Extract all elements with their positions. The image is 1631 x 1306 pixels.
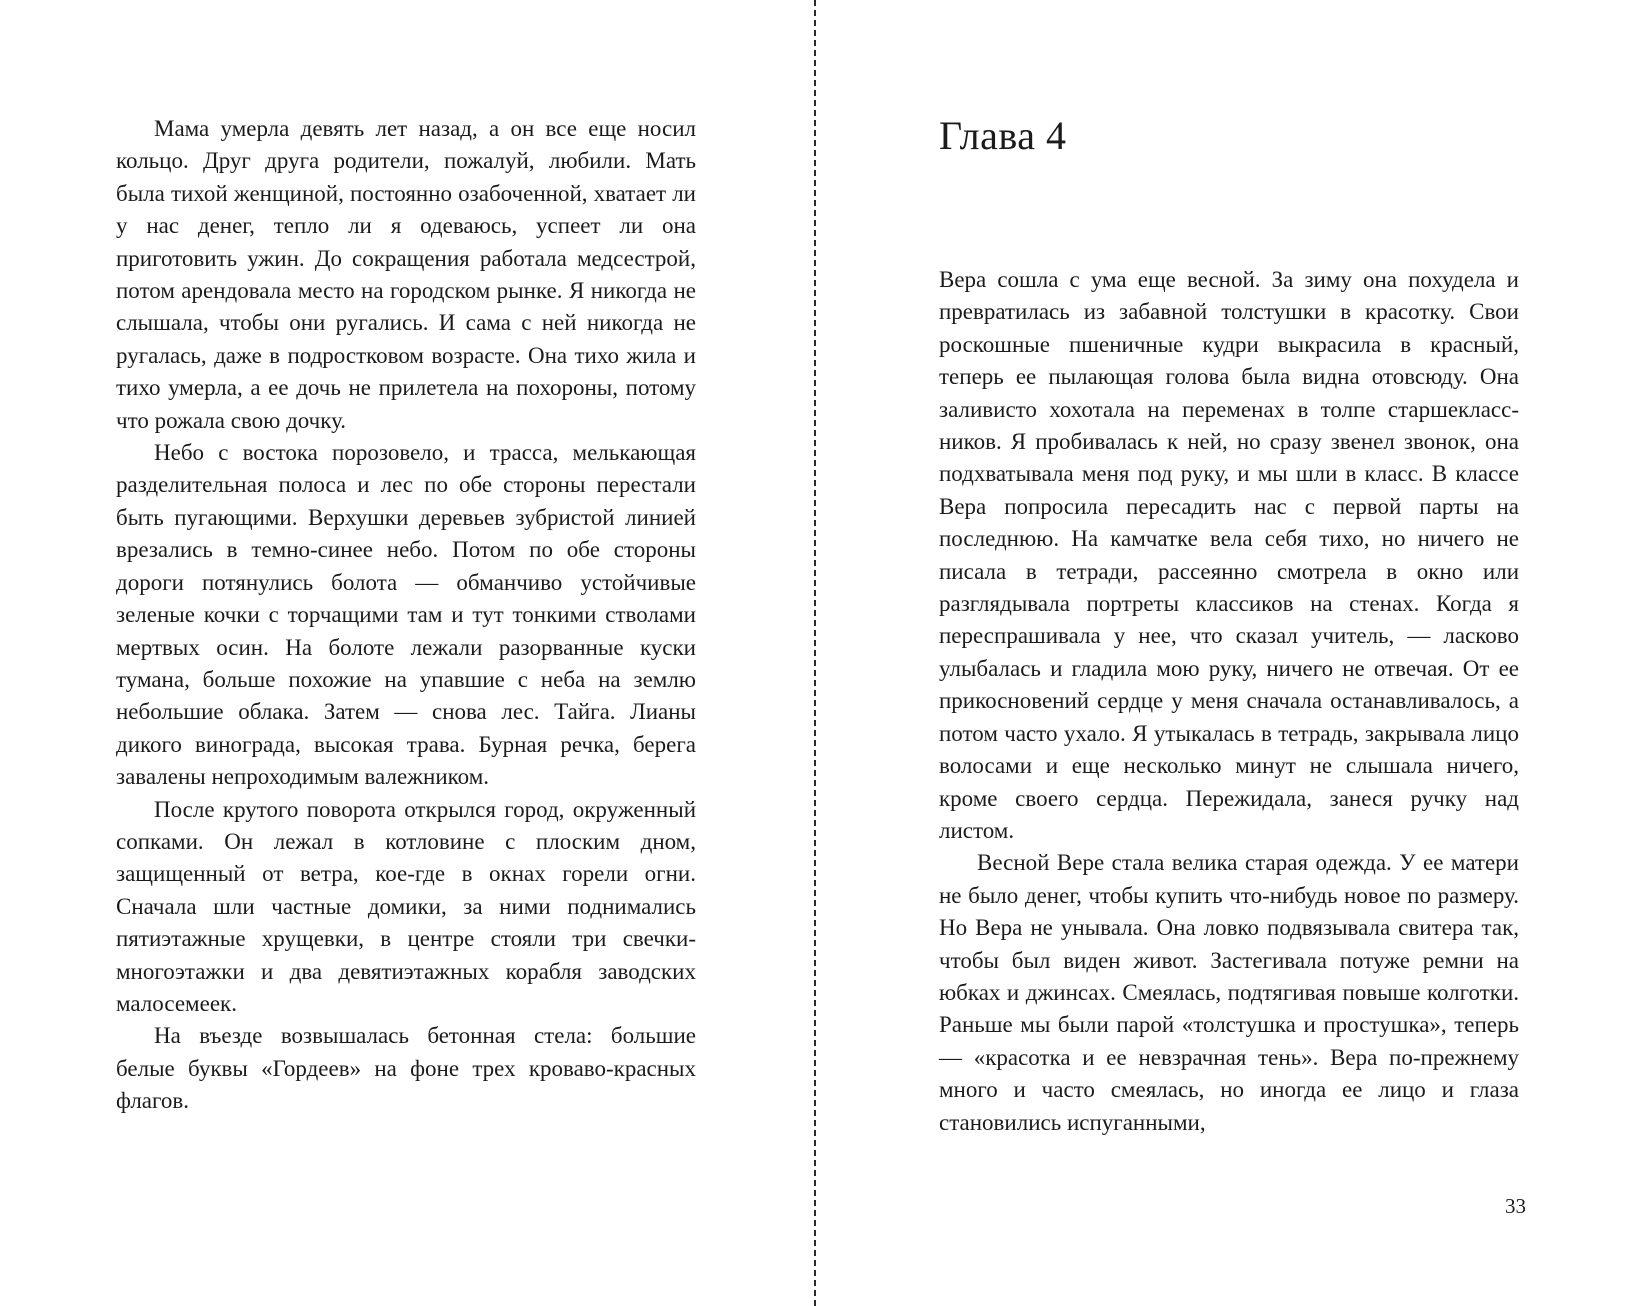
left-page-text: [116, 113, 696, 1118]
left-paragraph-1: Мама умерла девять лет назад, а он все еще носил кольцо. Друг друга родители, пожалуй, любили. Мать была тихой женщиной, постоянно озабоченной, хватает ли у нас денег, тепло ли я одеваюсь, успеет ли она приготовить ужин. До сокращения работала медсестрой, потом арендовала место на городском рынке. Я никогда не слышала, чтобы они ругались. И сама с ней никогда не ругалась, даже в подростковом возрасте. Она тихо жила и тихо умерла, а ее дочь не прилетела на похороны, потому что рожала свою дочку.: [116, 116, 696, 433]
page-gutter-dashed-divider: [814, 0, 816, 1306]
right-page-text: [939, 264, 1519, 1139]
right-paragraph-1: Вера сошла с ума еще весной. За зиму она похудела и превратилась из забавной толстушки в красотку. Свои роскошные пшеничные кудри выкрасила в красный, теперь ее пылающая голова была видна отовсюду. Она заливисто хохотала на переменах в толпе старшеклассников. Я пробивалась к ней, но сразу звенел звонок, она подхватывала меня под руку, и мы шли в класс. В классе Вера попросила пересадить нас с первой парты на последнюю. На камчатке вела себя тихо, но ничего не писала в тетради, рассеянно смотрела в окно или разглядывала портреты классиков на стенах. Когда я переспрашивала у нее, что сказал учитель, — ласково улыбалась и гладила мою руку, ничего не отвечая. От ее прикосновений сердце у меня сначала останавливалось, а потом часто ухало. Я утыкалась в тетрадь, закрывала лицо волосами и еще несколько минут не слышала ничего, кроме своего сердца. Пережидала, занеся ручку над листом.: [939, 267, 1519, 843]
left-paragraph-2: Небо с востока порозовело, и трасса, мелькающая разделительная полоса и лес по обе стороны перестали быть пугающими. Верхушки деревьев зубристой линией врезались в темно-синее небо. Потом по обе стороны дороги потянулись болота — обманчиво устойчивые зеленые кочки с торчащими там и тут тонкими стволами мертвых осин. На болоте лежали разорванные куски тумана, больше похожие на упавшие с неба на землю небольшие облака. Затем — снова лес. Тайга. Лианы дикого винограда, высокая трава. Бурная речка, берега завалены непроходимым валежником.: [116, 440, 696, 790]
right-page: [818, 0, 1631, 1306]
page-number: 33: [1505, 1194, 1526, 1218]
chapter-title: Глава 4: [939, 113, 1067, 158]
left-page: [0, 0, 814, 1306]
left-paragraph-4: На въезде возвышалась бетонная стела: большие белые буквы «Гордеев» на фоне трех кроваво-красных флагов.: [116, 1023, 696, 1114]
left-paragraph-3: После крутого поворота открылся город, окруженный сопками. Он лежал в котловине с плоским дном, защищенный от ветра, кое-где в окнах горели огни. Сначала шли частные домики, за ними поднимались пятиэтажные хрущевки, в центре стояли три свечки-многоэтажки и два девятиэтажных корабля заводских малосемеек.: [116, 796, 696, 1016]
right-paragraph-2: Весной Вере стала велика старая одежда. У ее матери не было денег, чтобы купить что-нибудь новое по размеру. Но Вера не унывала. Она ловко подвязывала свитера так, чтобы был виден живот. Застегивала потуже ремни на юбках и джинсах. Смеялась, подтягивая повыше колготки. Раньше мы были парой «толстушка и простушка», теперь — «красотка и ее невзрачная тень». Вера по-прежнему много и часто смеялась, но иногда ее лицо и глаза становились испуганными,: [939, 850, 1519, 1135]
